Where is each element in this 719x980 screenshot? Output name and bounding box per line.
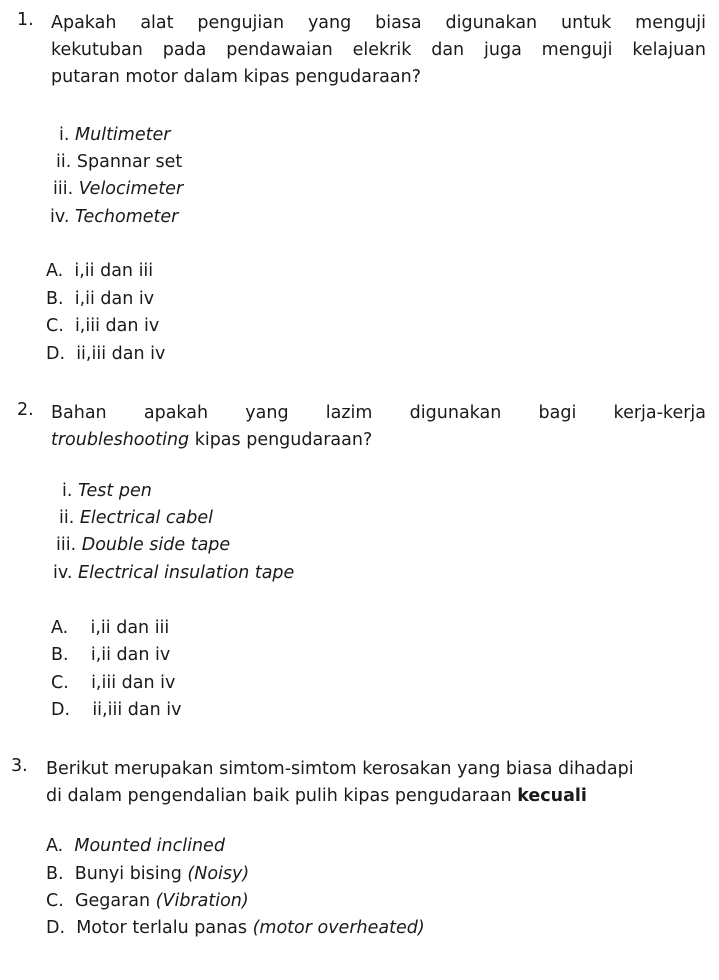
option-c[interactable]: C. i,iii dan iv [46, 316, 160, 336]
option-d[interactable]: D. Motor terlalu panas (motor overheated) [46, 918, 425, 938]
option-b[interactable]: B. Bunyi bising (Noisy) [46, 864, 250, 884]
question-stem-line: putaran motor dalam kipas pengudaraan? [51, 67, 421, 87]
question-stem-line: di dalam pengendalian baik pulih kipas pengudaraan kecuali [46, 786, 587, 806]
option-a[interactable]: A. i,ii dan iii [51, 618, 170, 638]
item-i: i. Test pen [62, 481, 152, 501]
item-iii: iii. Double side tape [56, 535, 231, 555]
item-i: i. Multimeter [59, 125, 171, 145]
option-c[interactable]: C. Gegaran (Vibration) [46, 891, 249, 911]
option-b[interactable]: B. i,ii dan iv [51, 645, 171, 665]
question-stem-line: troubleshooting kipas pengudaraan? [51, 430, 373, 450]
item-iv: iv. Techometer [50, 207, 179, 227]
item-iii: iii. Velocimeter [53, 179, 184, 199]
question-number: 1. [17, 10, 34, 30]
emphasis-kecuali: kecuali [517, 786, 587, 806]
item-iv: iv. Electrical insulation tape [53, 563, 295, 583]
option-d[interactable]: D. ii,iii dan iv [46, 344, 166, 364]
option-d[interactable]: D. ii,iii dan iv [51, 700, 182, 720]
option-a[interactable]: A. i,ii dan iii [46, 261, 154, 281]
question-stem-line: kekutuban pada pendawaian elekrik dan juga menguji kelajuan [51, 40, 706, 60]
item-ii: ii. Spannar set [56, 152, 183, 172]
option-c[interactable]: C. i,iii dan iv [51, 673, 176, 693]
question-number: 2. [17, 400, 34, 420]
option-a[interactable]: A. Mounted inclined [46, 836, 225, 856]
question-stem-line: Berikut merupakan simtom-simtom kerosakan yang biasa dihadapi [46, 759, 634, 779]
item-ii: ii. Electrical cabel [59, 508, 213, 528]
option-b[interactable]: B. i,ii dan iv [46, 289, 155, 309]
question-stem-line: Bahan apakah yang lazim digunakan bagi kerja-kerja [51, 403, 706, 423]
question-stem-line: Apakah alat pengujian yang biasa digunakan untuk menguji [51, 13, 706, 33]
question-number: 3. [11, 756, 28, 776]
